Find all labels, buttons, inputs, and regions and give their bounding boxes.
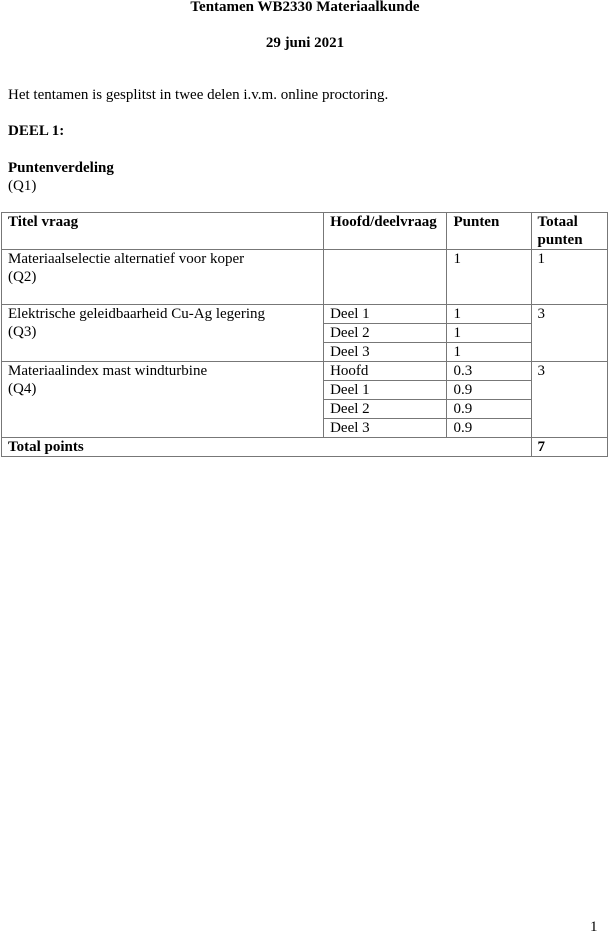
question-sub: Deel 1	[324, 381, 447, 400]
table-row	[2, 305, 608, 324]
total-value: 7	[531, 438, 607, 457]
table-header-row	[2, 213, 608, 250]
part-label: DEEL 1:	[8, 123, 65, 139]
question-sub	[324, 250, 447, 305]
section-ref: (Q1)	[8, 178, 37, 194]
question-total: 3	[531, 305, 607, 362]
intro-text: Het tentamen is gesplitst in twee delen i.v.m. online proctoring.	[8, 87, 389, 103]
question-title-text: Materiaalindex mast windturbine	[8, 363, 208, 379]
question-points: 1	[447, 343, 531, 362]
question-sub: Deel 1	[324, 305, 447, 324]
question-ref: (Q3)	[8, 324, 37, 340]
table-row	[2, 250, 608, 305]
points-table	[1, 212, 608, 457]
question-title-text: Materiaalselectie alternatief voor koper	[8, 251, 245, 267]
page-date: 29 juni 2021	[265, 35, 345, 51]
question-title	[2, 250, 324, 305]
page-title: Tentamen WB2330 Materiaalkunde	[190, 0, 420, 15]
question-title-text: Elektrische geleidbaarheid Cu-Ag legering	[8, 306, 265, 322]
question-title	[2, 305, 324, 362]
question-points: 0.9	[447, 381, 531, 400]
total-label: Total points	[2, 438, 532, 457]
question-points: 1	[447, 324, 531, 343]
question-points: 0.9	[447, 400, 531, 419]
table-total-row	[2, 438, 608, 457]
question-ref: (Q4)	[8, 381, 37, 397]
question-points: 1	[447, 250, 531, 305]
question-sub: Deel 2	[324, 400, 447, 419]
page-number: 1	[590, 919, 598, 935]
question-points: 1	[447, 305, 531, 324]
header-points: Punten	[447, 213, 531, 250]
header-sub: Hoofd/deelvraag	[324, 213, 447, 250]
question-sub: Deel 2	[324, 324, 447, 343]
header-total: Totaal punten	[531, 213, 607, 250]
question-ref: (Q2)	[8, 269, 37, 285]
question-sub: Hoofd	[324, 362, 447, 381]
section-title: Puntenverdeling	[8, 160, 114, 176]
question-total: 1	[531, 250, 607, 305]
table-row	[2, 362, 608, 381]
question-title	[2, 362, 324, 438]
question-sub: Deel 3	[324, 343, 447, 362]
question-points: 0.9	[447, 419, 531, 438]
header-title: Titel vraag	[2, 213, 324, 250]
question-sub: Deel 3	[324, 419, 447, 438]
question-total: 3	[531, 362, 607, 438]
question-points: 0.3	[447, 362, 531, 381]
